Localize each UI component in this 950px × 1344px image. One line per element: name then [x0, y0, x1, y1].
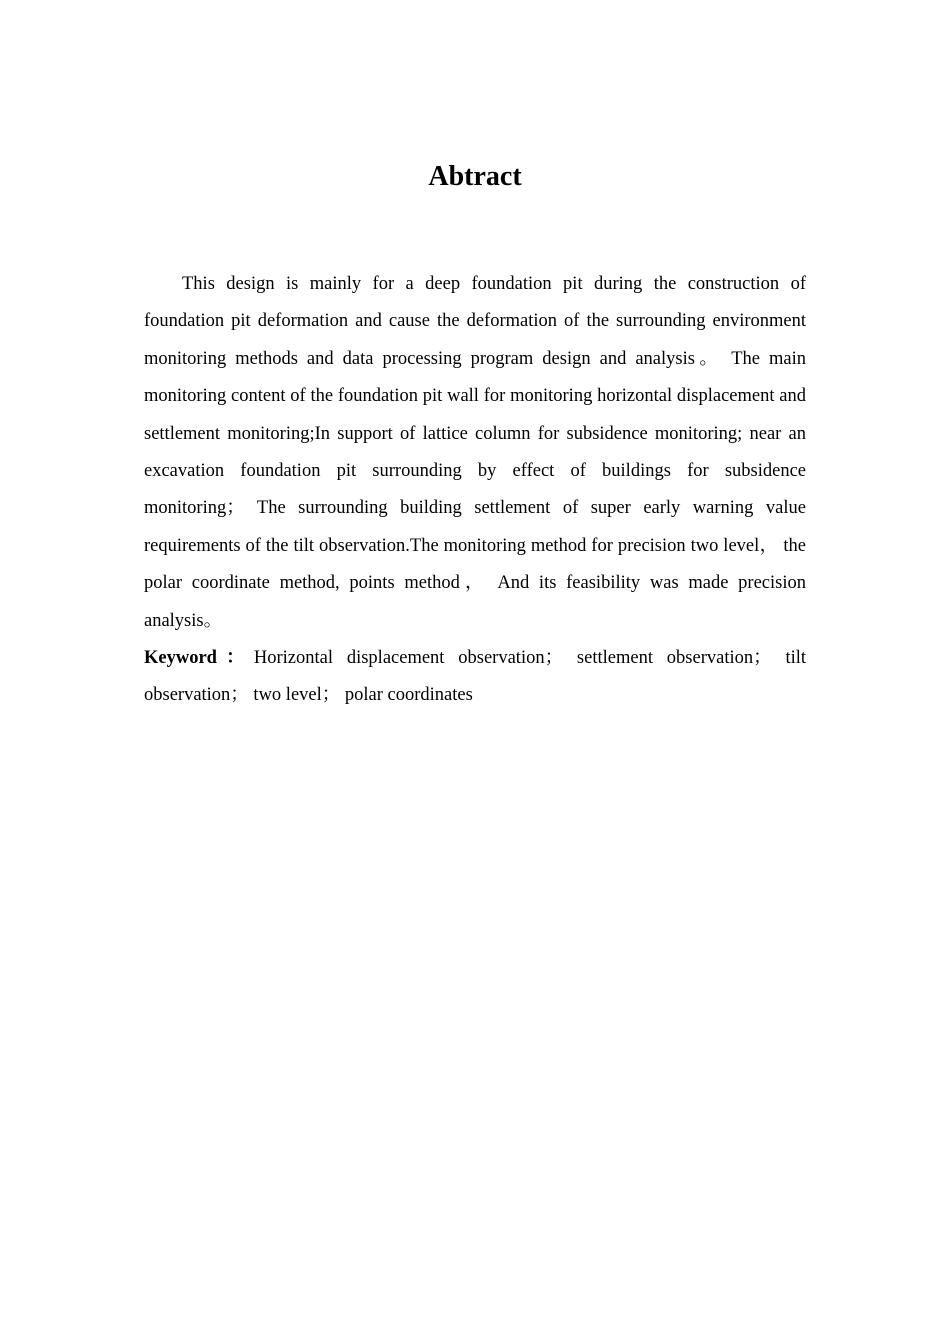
keywords-text: Horizontal displacement observation； settlement observation； tilt observation； two level； polar coordinates — [144, 648, 806, 706]
abstract-paragraph: This design is mainly for a deep foundation pit during the construction of foundation pit deformation and cause the deformation of the surrounding environment monitoring methods and data processing program design and analysis。 The main monitoring content of the foundation pit wall for monitoring horizontal displacement and settlement monitoring;In support of lattice column for subsidence monitoring; near an excavation foundation pit surrounding by effect of buildings for subsidence monitoring； The surrounding building settlement of super early warning value requirements of the tilt observation.The monitoring method for precision two level， the polar coordinate method, points method， And its feasibility was made precision analysis。 — [144, 274, 806, 631]
abstract-body — [144, 266, 806, 715]
keywords-label: Keyword： — [144, 648, 254, 669]
page-title: Abtract — [428, 161, 522, 192]
keywords-line — [144, 640, 806, 715]
